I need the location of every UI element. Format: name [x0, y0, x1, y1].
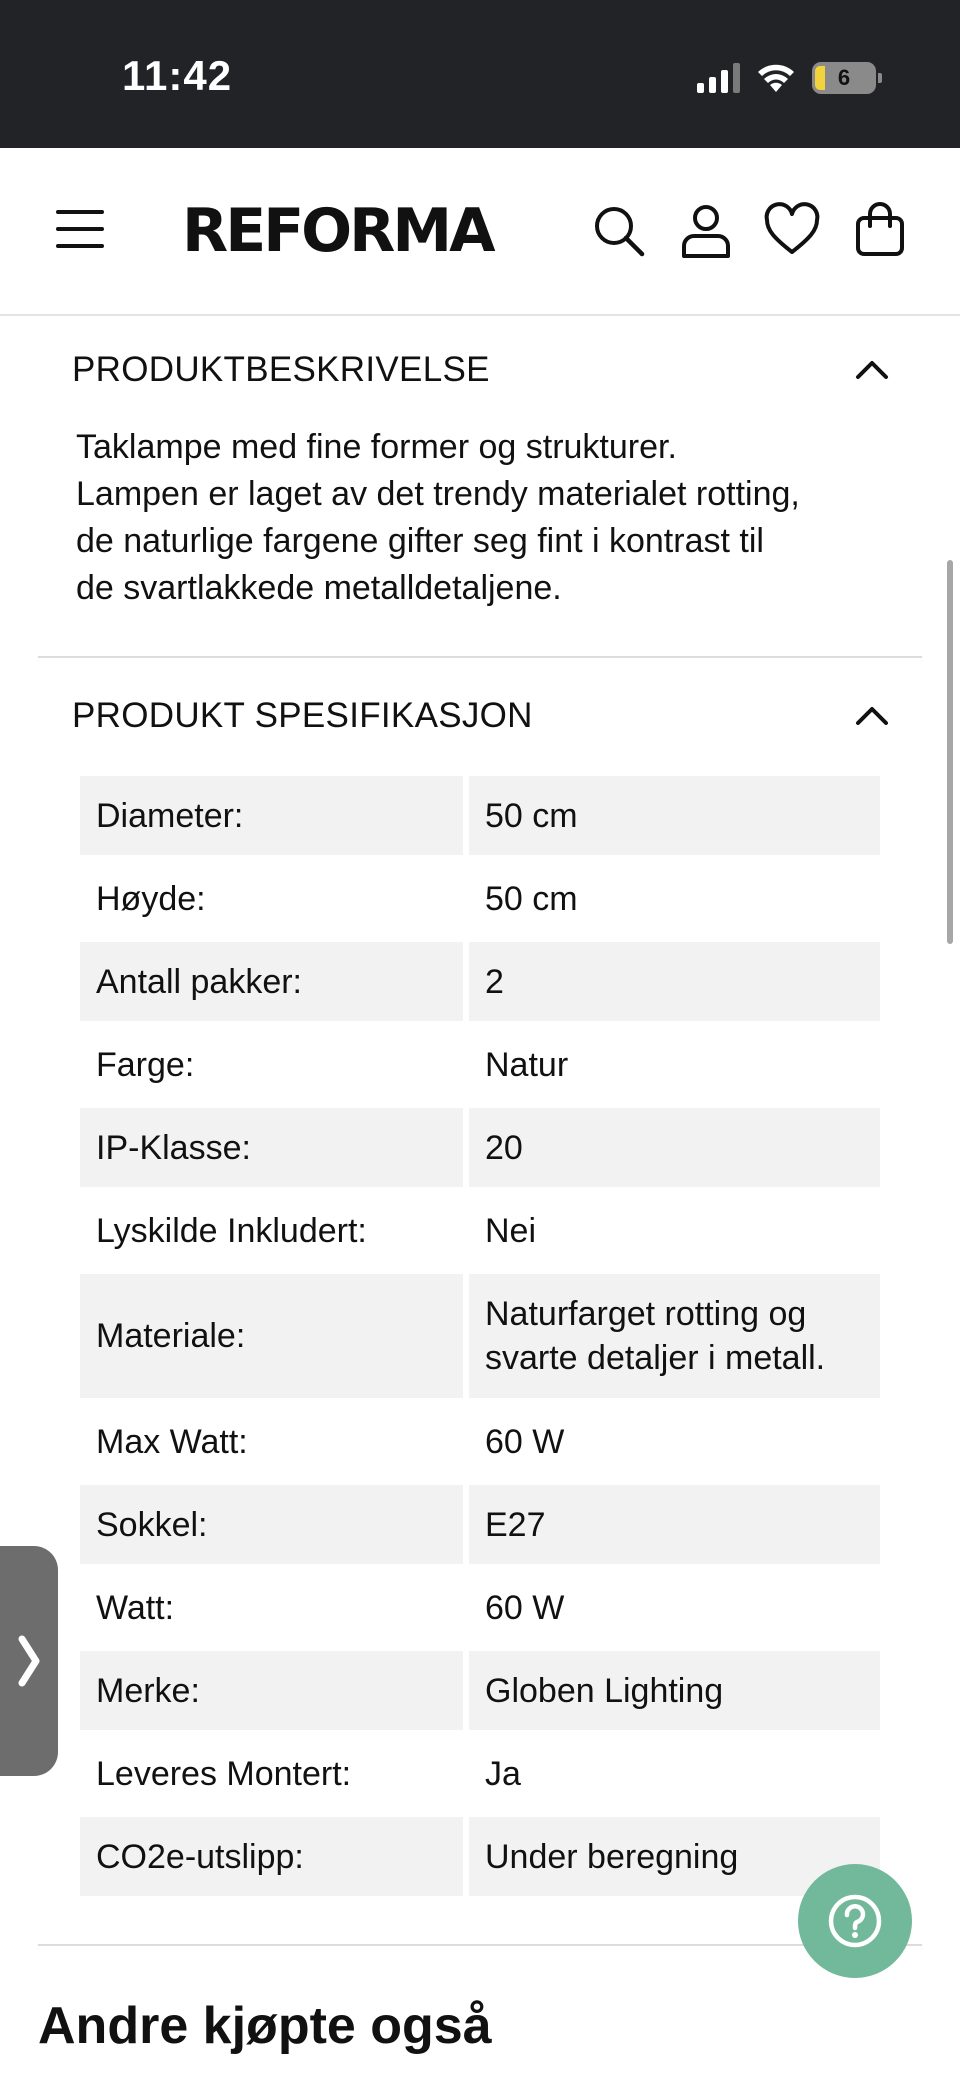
spec-value: Globen Lighting	[469, 1651, 880, 1730]
question-mark-icon	[827, 1893, 883, 1949]
site-header	[0, 148, 960, 316]
table-row	[80, 1108, 880, 1187]
spec-value: E27	[469, 1485, 880, 1564]
accordion-specification-header[interactable]	[72, 686, 892, 746]
spec-key: CO2e-utslipp:	[80, 1817, 463, 1896]
spec-key: Sokkel:	[80, 1485, 463, 1564]
divider	[38, 656, 922, 658]
search-icon[interactable]	[590, 202, 646, 258]
status-bar	[0, 0, 960, 148]
spec-key: Max Watt:	[96, 1422, 248, 1461]
spec-value: 60 W	[485, 1422, 565, 1461]
related-products-title: Andre kjøpte også	[38, 1997, 492, 2055]
table-row	[80, 1568, 880, 1647]
spec-value: 50 cm	[469, 776, 880, 855]
spec-value: 60 W	[485, 1588, 565, 1627]
spec-key: Diameter:	[80, 776, 463, 855]
spec-value: 2	[469, 942, 880, 1021]
battery-icon	[812, 62, 876, 94]
chevron-up-icon[interactable]	[852, 350, 892, 390]
table-row	[80, 1274, 880, 1398]
cart-bag-icon[interactable]	[852, 202, 908, 258]
spec-value: Nei	[485, 1211, 537, 1250]
scrollbar[interactable]	[947, 560, 953, 944]
battery-level: 6	[837, 65, 851, 90]
specification-table	[80, 776, 880, 1900]
spec-value: Under beregning	[469, 1817, 880, 1896]
table-row	[80, 1734, 880, 1813]
spec-value: Natur	[485, 1045, 569, 1084]
table-row	[80, 859, 880, 938]
spec-key: Leveres Montert:	[96, 1754, 352, 1793]
accordion-description-header[interactable]	[72, 340, 892, 400]
table-row	[80, 1402, 880, 1481]
spec-key: Antall pakker:	[80, 942, 463, 1021]
description-line: Taklampe med fine former og strukturer.	[76, 428, 677, 466]
spec-key: Farge:	[96, 1045, 195, 1084]
description-title: PRODUKTBESKRIVELSE	[72, 350, 490, 389]
table-row	[80, 1485, 880, 1564]
help-button[interactable]	[798, 1864, 912, 1978]
description-line: Lampen er laget av det trendy materialet rotting,	[76, 475, 800, 513]
table-row	[80, 1817, 880, 1896]
spec-key: Materiale:	[80, 1274, 463, 1398]
status-icons	[697, 58, 876, 98]
spec-value: Ja	[485, 1754, 521, 1793]
spec-key: Høyde:	[96, 879, 206, 918]
table-row	[80, 776, 880, 855]
side-panel-toggle[interactable]	[0, 1546, 58, 1776]
chevron-right-icon	[15, 1631, 43, 1691]
table-row	[80, 1191, 880, 1270]
table-row	[80, 1025, 880, 1104]
spec-key: IP-Klasse:	[80, 1108, 463, 1187]
spec-value: Naturfarget rotting og svarte detaljer i metall.	[469, 1274, 880, 1398]
spec-key: Lyskilde Inkludert:	[96, 1211, 367, 1250]
spec-key: Merke:	[80, 1651, 463, 1730]
product-description	[76, 424, 906, 612]
menu-icon[interactable]	[56, 210, 104, 250]
specification-title: PRODUKT SPESIFIKASJON	[72, 696, 533, 735]
chevron-up-icon[interactable]	[852, 696, 892, 736]
wishlist-heart-icon[interactable]	[764, 202, 820, 258]
divider	[38, 1944, 922, 1946]
spec-value: 50 cm	[485, 879, 578, 918]
spec-value: 20	[469, 1108, 880, 1187]
description-line: de naturlige fargene gifter seg fint i kontrast til	[76, 522, 764, 560]
table-row	[80, 942, 880, 1021]
description-line: de svartlakkede metalldetaljene.	[76, 569, 562, 607]
spec-key: Watt:	[96, 1588, 175, 1627]
logo[interactable]: REFORMA	[182, 196, 493, 266]
status-time: 11:42	[122, 52, 233, 99]
wifi-icon	[756, 62, 796, 94]
table-row	[80, 1651, 880, 1730]
cellular-signal-icon	[697, 63, 740, 93]
account-icon[interactable]	[678, 202, 734, 258]
